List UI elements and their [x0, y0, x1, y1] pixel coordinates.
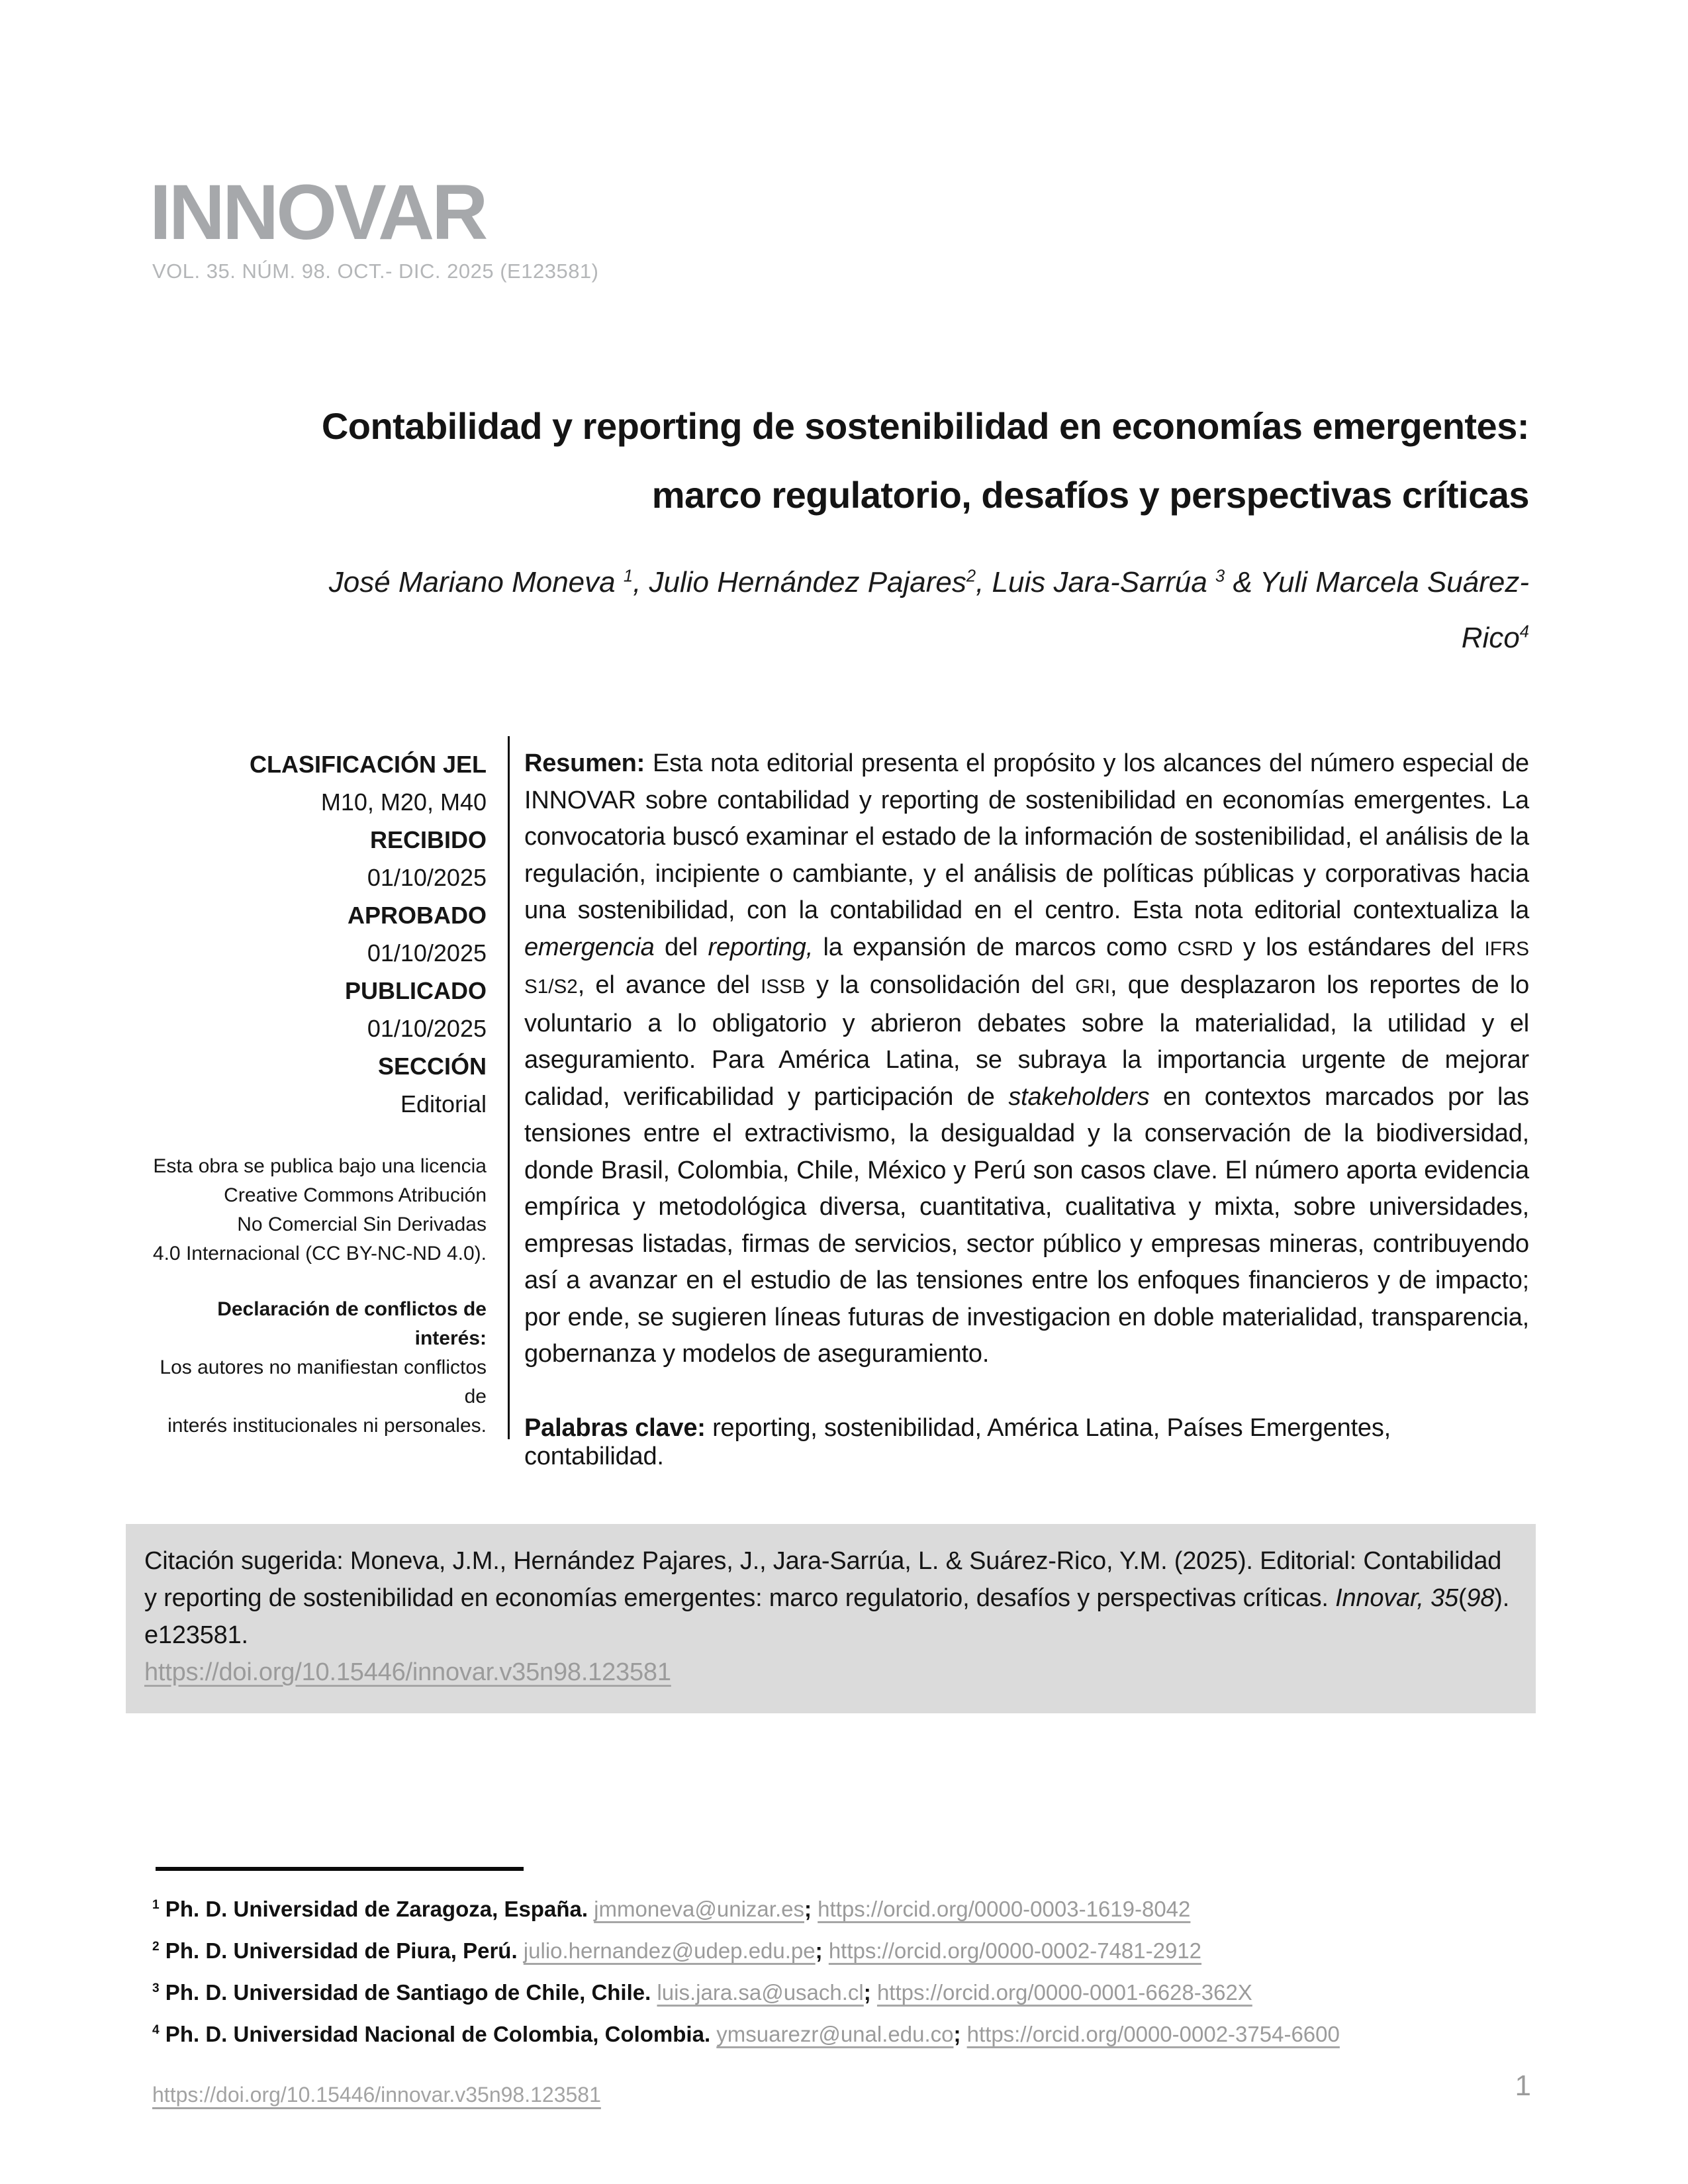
approved-date: 01/10/2025 [367, 939, 487, 967]
footnote-rule [156, 1867, 524, 1871]
article-title-line2: marco regulatorio, desafíos y perspectivas críticas [651, 474, 1529, 516]
footnote-author-2: $^2$ Ph. D. Universidad de Piura, Perú. julio.hernandez@udep.edu.pe; https://orcid.org/0000-0002-7481-2912 [152, 1938, 1202, 1963]
link[interactable]: https://orcid.org/0000-0001-6628-362X [876, 1980, 1252, 2005]
footnotes [152, 1888, 1539, 2055]
received-label: RECIBIDO [369, 826, 487, 853]
license-note [152, 1152, 487, 1268]
conflict-of-interest-note [152, 1295, 487, 1441]
conflict-label: Declaración de conflictos de interés: [217, 1298, 487, 1349]
approved-label: APROBADO [347, 902, 487, 929]
license-line: 4.0 Internacional (CC BY-NC-ND 4.0). [152, 1243, 487, 1264]
link[interactable]: luis.jara.sa@usach.cl [657, 1980, 864, 2005]
footnote-author-4: $^4$ Ph. D. Universidad Nacional de Colombia, Colombia. ymsuarezr@unal.edu.co; https://orcid.org/0000-0002-3754-6600 [152, 2022, 1340, 2046]
link[interactable]: ymsuarezr@unal.edu.co [716, 2022, 954, 2046]
page-number: 1 [1515, 2069, 1531, 2102]
article-title [152, 392, 1529, 530]
link[interactable]: jmmoneva@unizar.es [594, 1897, 804, 1921]
article-meta-sidebar [152, 745, 487, 1441]
jel-label: CLASIFICACIÓN JEL [249, 751, 487, 778]
link[interactable]: https://orcid.org/0000-0003-1619-8042 [818, 1897, 1191, 1921]
column-divider [508, 736, 510, 1439]
article-title-line1: Contabilidad y reporting de sostenibilidad en economías emergentes: [321, 405, 1529, 447]
abstract-paragraph: Resumen: Esta nota editorial presenta el propósito y los alcances del número especial de INNOVAR sobre contabilidad y reporting de sostenibilidad en economías emergentes. La convocatoria buscó examinar el estado de la información de sostenibilidad, el análisis de la regulación, incipiente o cambiante, y el análisis de políticas públicas y corporativas hacia una sostenibilidad, con la contabilidad en el centro. Esta nota editorial contextualiza la emergencia del reporting, la expansión de marcos como CSRD y los estándares del IFRS S1/S2, el avance del ISSB y la consolidación del GRI, que desplazaron los reportes de lo voluntario a lo obligatorio y abrieron debates sobre la materialidad, la utilidad y el aseguramiento. Para América Latina, se subraya la importancia urgente de mejorar calidad, verificabilidad y participación de stakeholders en contextos marcados por las tensiones entre el extractivismo, la desigualdad y la conservación de la biodiversidad, donde Brasil, Colombia, Chile, México y Perú son casos clave. El número aporta evidencia empírica y metodológica diversa, cuantitativa, cualitativa y mixta, sobre universidades, empresas listadas, firmas de servicios, sector público y empresas mineras, contribuyendo así a avanzar en el estudio de las tensiones entre los enfoques financieros y de impacto; por ende, se sugieren líneas futuras de investigacion en doble materialidad, transparencia, gobernanza y modelos de aseguramiento. [524, 749, 1529, 1368]
license-line: No Comercial Sin Derivadas [237, 1213, 487, 1235]
section-label: SECCIÓN [377, 1053, 487, 1080]
link[interactable]: julio.hernandez@udep.edu.pe [523, 1938, 816, 1963]
conflict-line: Los autores no manifiestan conflictos de [160, 1356, 487, 1407]
authors-line: José Mariano Moneva $^1$, Julio Hernández Pajares$^2$, Luis Jara-Sarrúa $^3$ & Yuli Marcela Suárez- Rico$^4$ [328, 566, 1529, 654]
journal-logo: INNOVAR [150, 169, 486, 256]
jel-codes: M10, M20, M40 [320, 788, 487, 816]
footer-doi-link[interactable]: https://doi.org/10.15446/innovar.v35n98.123581 [152, 2083, 601, 2107]
keywords-line: Palabras clave: reporting, sostenibilidad, América Latina, Países Emergentes, contabilidad. [524, 1413, 1391, 1470]
abstract-column [524, 745, 1529, 1471]
license-line: Esta obra se publica bajo una licencia [153, 1155, 487, 1177]
link[interactable]: https://orcid.org/0000-0002-3754-6600 [966, 2022, 1340, 2046]
section-value: Editorial [400, 1090, 487, 1117]
issue-line: VOL. 35. NÚM. 98. OCT.- DIC. 2025 (E123581) [152, 260, 599, 283]
link[interactable]: https://orcid.org/0000-0002-7481-2912 [828, 1938, 1202, 1963]
license-line: Creative Commons Atribución [224, 1184, 487, 1206]
footnote-author-1: $^1$ Ph. D. Universidad de Zaragoza, España. jmmoneva@unizar.es; https://orcid.org/0000-0003-1619-8042 [152, 1897, 1191, 1921]
footnote-author-3: $^3$ Ph. D. Universidad de Santiago de Chile, Chile. luis.jara.sa@usach.cl; https://orcid.org/0000-0001-6628-362X [152, 1980, 1252, 2005]
link[interactable]: https://doi.org/10.15446/innovar.v35n98.123581 [144, 1658, 671, 1686]
published-date: 01/10/2025 [367, 1015, 487, 1042]
published-label: PUBLICADO [345, 977, 487, 1004]
suggested-citation-box: Citación sugerida: Moneva, J.M., Hernández Pajares, J., Jara-Sarrúa, L. & Suárez-Rico, Y.M. (2025). Editorial: Contabilidad y reporting de sostenibilidad en economías emergentes: marco regulatorio, desafíos y perspectivas críticas. Innovar, 35(98). e123581. https://doi.org/10.15446/innovar.v35n98.123581 [126, 1524, 1536, 1713]
conflict-line: interés institucionales ni personales. [167, 1415, 487, 1437]
received-date: 01/10/2025 [367, 864, 487, 891]
